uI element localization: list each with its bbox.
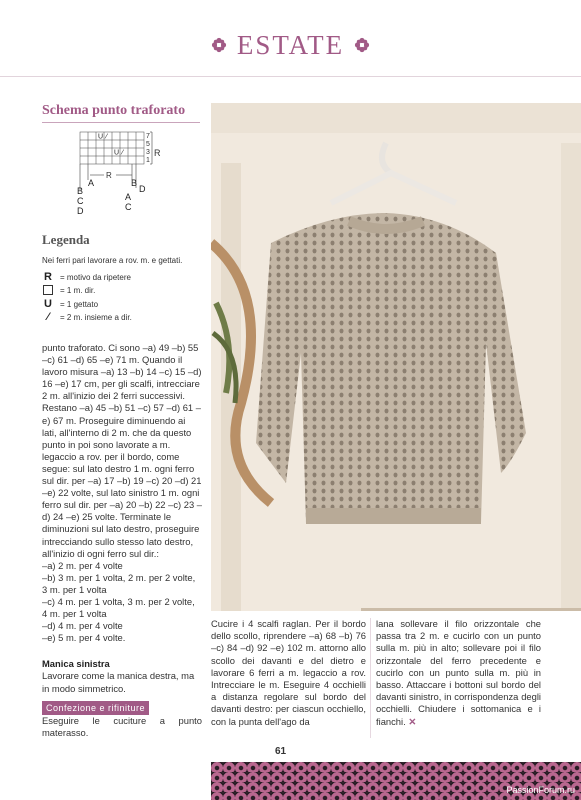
watermark: PassionForum.ru: [506, 785, 575, 795]
repeat-label: R: [106, 171, 112, 180]
chart-label: D: [77, 206, 84, 216]
svg-text:⁄: ⁄: [106, 133, 108, 141]
legend-item: [42, 298, 98, 310]
row-label: 3: [146, 149, 150, 156]
instructions-column-2: [211, 618, 366, 728]
stitch-chart: [70, 128, 170, 220]
page-number: 61: [275, 746, 287, 757]
paragraph: Eseguire le cuciture a punto materasso.: [42, 714, 202, 738]
row-label: 1: [146, 157, 150, 164]
repeat-label: R: [154, 148, 161, 158]
chart-label: A: [125, 192, 132, 202]
svg-text:U: U: [98, 133, 104, 141]
row-label: 7: [146, 133, 150, 140]
knit-box-icon: [43, 285, 53, 295]
legend-title: Legenda: [42, 232, 90, 247]
paragraph: punto traforato. Ci sono –a) 49 –b) 55 –c) 61 –d) 65 –e) 71 m. Quando il lavoro misura –a) 13 –b) 14 –c) 15 –d) 16 –e) 17 cm, per gli scalfi, intrecciare 2 m. all'inizio dei 2 ferri successivi. Restano –a) 45 –b) 51 –c) 57 –d) 61 –e) 67 m. Proseguire diminuendo ai lati, all'interno di 2 m. che da questo punto in poi sono lavorate a m. legaccio a rov. per il bordo, come segue: sul lato destro 1 m. ogni ferro sul dir. per –a) 17 –b) 19 –c) 20 –d) 21 –e) 22 volte, sul lato sinistro 1 m. ogni ferro sul dir. per –a) 20 –b) 22 –c) 23 –d) 24 –e) 25 volte. Terminate le diminuzioni sul lato destro, proseguire intrecciando sullo stesso lato destro, all'inizio di ogni ferro sul dir.:: [42, 342, 202, 559]
legend-item: [42, 311, 132, 323]
chart-label: A: [88, 178, 95, 188]
repeat-symbol: R: [44, 271, 52, 283]
instructions-column-1: [42, 342, 202, 739]
legend-text: = motivo da ripetere: [60, 272, 131, 282]
instruction-line: –b) 3 m. per 1 volta, 2 m. per 2 volte, 3 m. per 1 volta: [42, 571, 196, 595]
legend-text: = 1 gettato: [60, 299, 99, 309]
legend-item: [42, 285, 95, 295]
legend-item: [42, 271, 131, 283]
chart-label: C: [125, 202, 132, 212]
end-mark-icon: ✕: [408, 715, 417, 727]
legend-text: = 2 m. insieme a dir.: [60, 312, 132, 322]
chart-label: D: [139, 184, 146, 194]
subsection-title: Manica sinistra: [42, 658, 110, 670]
instruction-line: –d) 4 m. per 4 volte: [42, 620, 123, 632]
paragraph: Cucire i 4 scalfi raglan. Per il bordo dello scollo, riprendere –a) 68 –b) 76 –c) 84 –d) 92 –e) 102 m. attorno allo scollo dei davanti e del dietro e lavorare 6 ferri a m. legaccio a rov. Intrecciare le m. Eseguire 4 occhielli a distanza regolare sul bordo del davanti destro: per ciascun occhiello, con la punta dell'ago da: [211, 618, 366, 727]
chart-grid: [80, 132, 144, 164]
chart-label: B: [131, 178, 138, 188]
instruction-line: –e) 5 m. per 4 volte.: [42, 632, 126, 644]
column-divider: [370, 618, 371, 738]
paragraph: [376, 618, 541, 728]
section-title: ESTATE: [236, 29, 345, 60]
legend-text: = 1 m. dir.: [60, 285, 96, 295]
chart-symbols: [98, 134, 125, 157]
chart-label: B: [77, 186, 84, 196]
instruction-line: –a) 2 m. per 4 volte: [42, 559, 123, 571]
page-header: [0, 28, 581, 62]
chart-title-divider: [42, 122, 200, 123]
legend-intro: Nei ferri pari lavorare a rov. m. e gettati.: [42, 256, 183, 265]
chart-label: C: [77, 196, 84, 206]
header-divider: [0, 76, 581, 77]
svg-text:⁄: ⁄: [122, 149, 124, 157]
paragraph: Lavorare come la manica destra, ma in modo simmetrico.: [42, 670, 195, 694]
flower-icon: [211, 37, 227, 53]
svg-text:U: U: [114, 149, 120, 157]
instructions-column-3: [376, 618, 541, 728]
k2tog-symbol: ⁄: [47, 311, 49, 323]
instruction-line: –c) 4 m. per 1 volta, 3 m. per 2 volte, 4 m. per 1 volta: [42, 595, 195, 620]
row-label: 5: [146, 141, 150, 148]
sweater-illustration: [211, 103, 581, 611]
yarn-over-symbol: U: [44, 298, 52, 310]
chart-title: Schema punto traforato: [42, 103, 186, 118]
flower-icon: [354, 37, 370, 53]
paragraph-text: lana sollevare il filo orizzontale che passa tra 2 m. e cucirlo con un punto sulla m. più in alto; sollevare poi il filo orizzontale del ferro precedente e cucirlo con un punto sulla m. più in basso. Attaccare i bottoni sul bordo del davanti sinistro, in corrispondenza degli occhielli. Chiudere i sottomanica e i fianchi.: [376, 618, 541, 727]
sweater-photo: [211, 103, 581, 611]
section-heading-bar: Confezione e rifiniture: [42, 701, 149, 715]
